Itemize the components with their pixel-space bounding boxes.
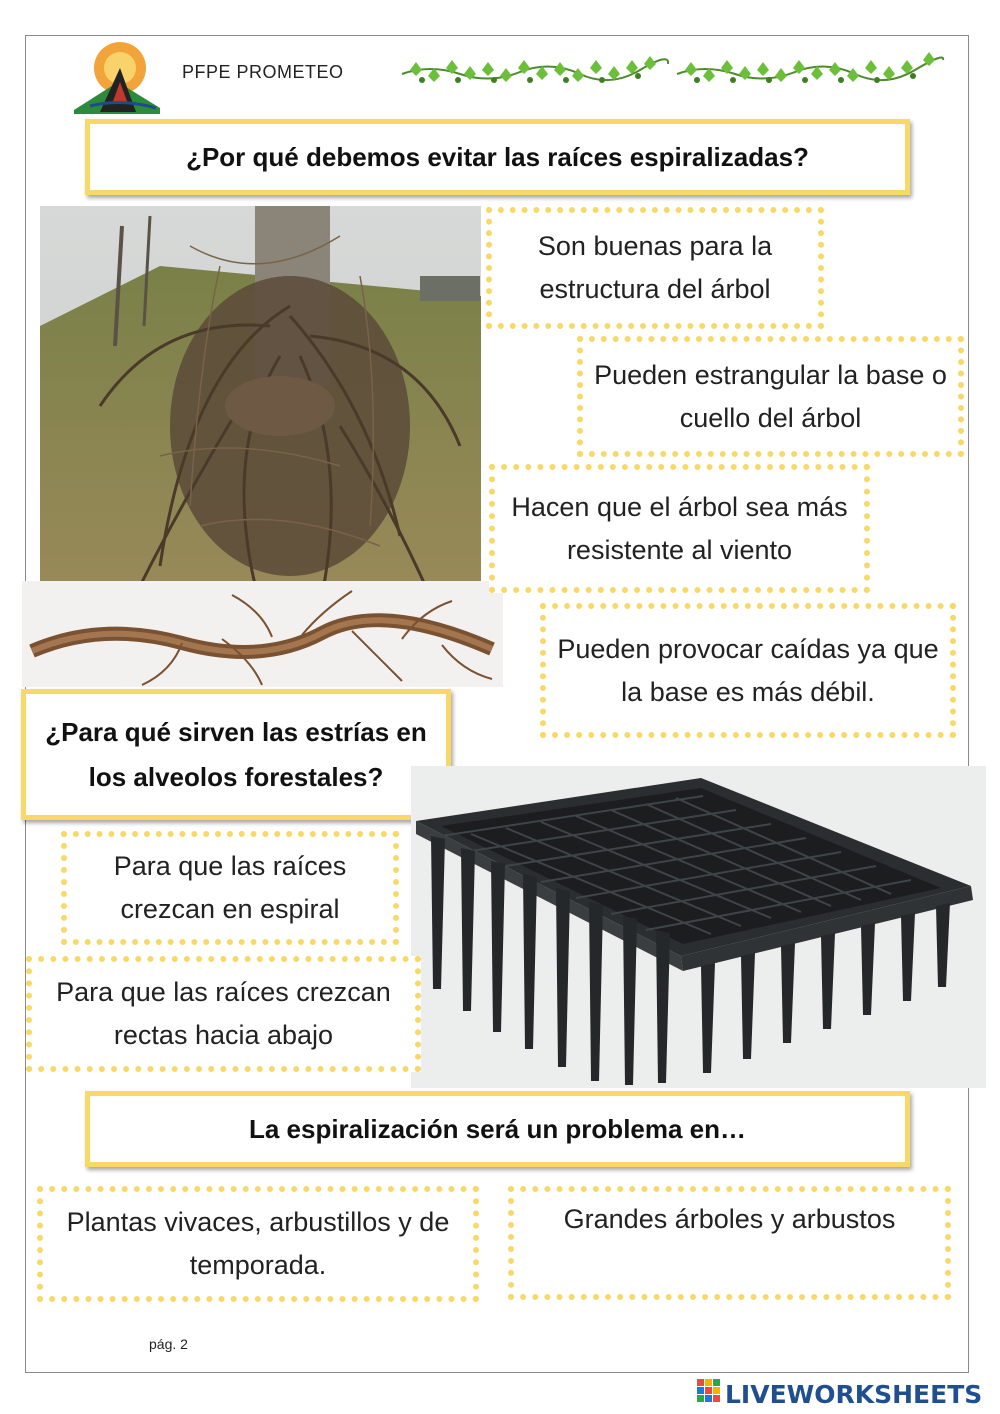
ivy-vine-decoration-icon [400,50,670,88]
question-3-box: La espiralización será un problema en… [85,1091,910,1167]
answer-option-1[interactable]: Son buenas para la estructura del árbol [486,207,824,329]
answer-option-8[interactable]: Grandes árboles y arbustos [508,1186,951,1300]
spiral-root-photo [22,581,503,687]
page-number: pág. 2 [149,1336,188,1352]
question-1-box: ¿Por qué debemos evitar las raíces espiralizadas? [85,119,910,195]
uprooted-tree-roots-photo [40,206,481,605]
forest-seedling-tray-photo [411,766,986,1088]
answer-option-4[interactable]: Pueden provocar caídas ya que la base es más débil. [540,603,956,738]
prometeo-logo-icon [70,38,162,116]
answer-option-6[interactable]: Para que las raíces crezcan rectas hacia abajo [26,956,421,1072]
answer-option-7[interactable]: Plantas vivaces, arbustillos y de temporada. [37,1186,479,1302]
liveworksheets-watermark [697,1378,982,1410]
watermark-text: LIVEWORKSHEETS [725,1379,983,1409]
ivy-vine-decoration-icon [675,50,945,88]
answer-option-2[interactable]: Pueden estrangular la base o cuello del árbol [577,336,964,457]
question-2-box: ¿Para qué sirven las estrías en los alveolos forestales? [21,689,451,820]
organization-name: PFPE PROMETEO [182,62,344,82]
answer-option-3[interactable]: Hacen que el árbol sea más resistente al viento [489,464,870,593]
answer-option-5[interactable]: Para que las raíces crezcan en espiral [61,831,399,945]
liveworksheets-logo-icon [697,1379,721,1409]
